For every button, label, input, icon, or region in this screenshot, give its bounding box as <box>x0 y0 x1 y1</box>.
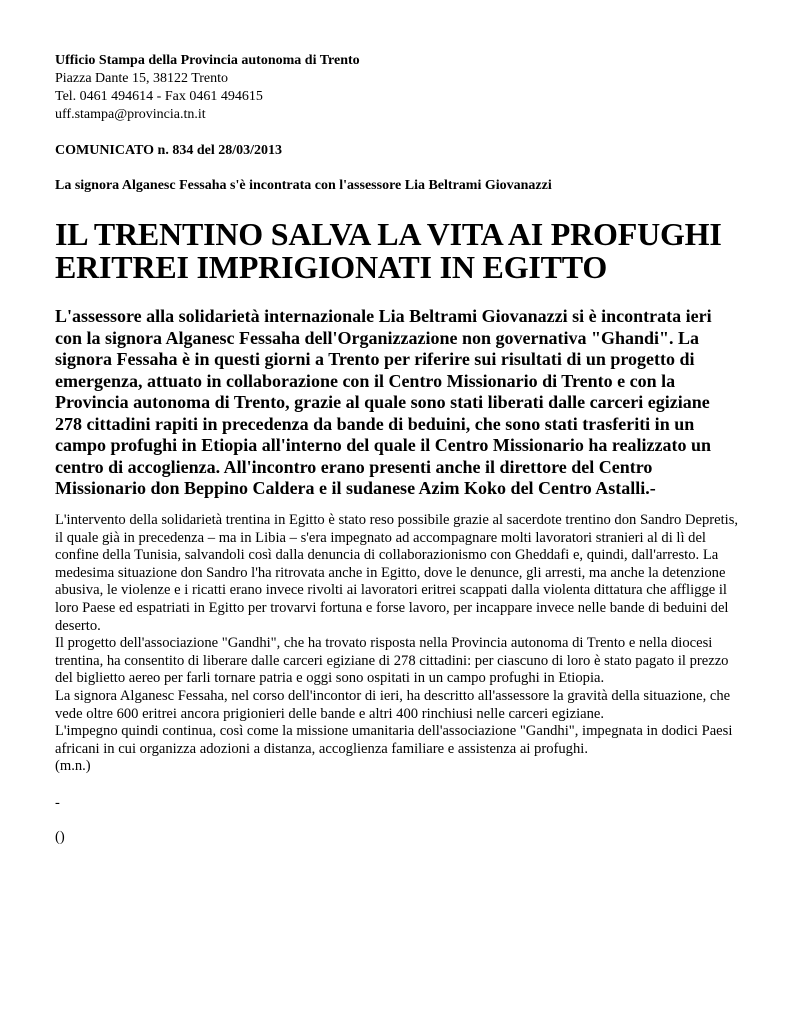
author-initials: (m.n.) <box>55 758 91 775</box>
separator-dash: - <box>55 795 60 811</box>
subtitle: La signora Alganesc Fessaha s'è incontrata con l'assessore Lia Beltrami Giovanazzi <box>55 178 552 193</box>
comunicato-number: COMUNICATO n. 834 del 28/03/2013 <box>55 143 282 158</box>
press-release <box>55 52 745 845</box>
body-paragraph: La signora Alganesc Fessaha, nel corso dell'incontor di ieri, ha descritto all'assessore la gravità della situazione, che vede oltre 600 eritrei ancora prigionieri delle bande e altri 400 rinchiusi nelle carceri egiziane. <box>55 687 731 722</box>
office-phone-fax: Tel. 0461 494614 - Fax 0461 494615 <box>55 89 263 104</box>
body-paragraph: L'intervento della solidarietà trentina in Egitto è stato reso possibile grazie al sacerdote trentino don Sandro Depretis, il quale già in precedenza – ma in Libia – s'era impegnato ad accompagnare molti lavoratori stranieri al di lì del confine della Tunisia, salvandoli così dalla denuncia di collaborazionismo con Gheddafi e, quindi, dall'arresto. La medesima situazione don Sandro l'ha ritrovata anche in Egitto, dove le denunce, gli arresti, ma anche la detenzione abusiva, le violenze e i ricatti erano invece rivolti ai lavoratori eritrei scappati dalla violenta dittatura che affligge il loro Paese ed espatriati in Egitto per trovarvi fortuna e forse lavoro, per incappare invece nelle bande di beduini del deserto. <box>55 512 739 634</box>
office-address: Piazza Dante 15, 38122 Trento <box>55 71 229 86</box>
empty-parentheses: () <box>55 829 65 845</box>
office-email: uff.stampa@provincia.tn.it <box>55 107 206 122</box>
office-name: Ufficio Stampa della Provincia autonoma di Trento <box>55 53 360 68</box>
body-text <box>55 512 745 776</box>
body-paragraph: L'impegno quindi continua, così come la missione umanitaria dell'associazione "Gandhi", impegnata in dodici Paesi africani in cui organizza adozioni a distanza, accoglienza familiare e assistenza ai profughi. <box>55 723 733 757</box>
body-paragraph: Il progetto dell'associazione "Gandhi", che ha trovato risposta nella Provincia autonoma di Trento e nella diocesi trentina, ha consentito di liberare dalle carceri egiziane di 278 cittadini: per ciascuno di loro è stato pagato il prezzo del biglietto aereo per farli tornare patria e oggi sono ospitati in un campo profughi in Etiopia. <box>55 635 729 687</box>
lead-paragraph: L'assessore alla solidarietà internazionale Lia Beltrami Giovanazzi si è incontrata ieri con la signora Alganesc Fessaha dell'Organizzazione non governativa "Ghandi". La signora Fessaha è in questi giorni a Trento per riferire sui risultati di un progetto di emergenza, attuato in collaborazione con il Centro Missionario di Trento e con la Provincia autonoma di Trento, grazie al quale sono stati liberati dalle carceri egiziane 278 cittadini rapiti in precedenza da bande di beduini, che sono stati trasferiti in un campo profughi in Etiopia all'interno del quale il Centro Missionario ha realizzato un centro di accoglienza. All'incontro erano presenti anche il direttore del Centro Missionario don Beppino Caldera e il sudanese Azim Koko del Centro Astalli.- <box>55 306 712 498</box>
page-title: IL TRENTINO SALVA LA VITA AI PROFUGHI ERITREI IMPRIGIONATI IN EGITTO <box>55 216 722 285</box>
